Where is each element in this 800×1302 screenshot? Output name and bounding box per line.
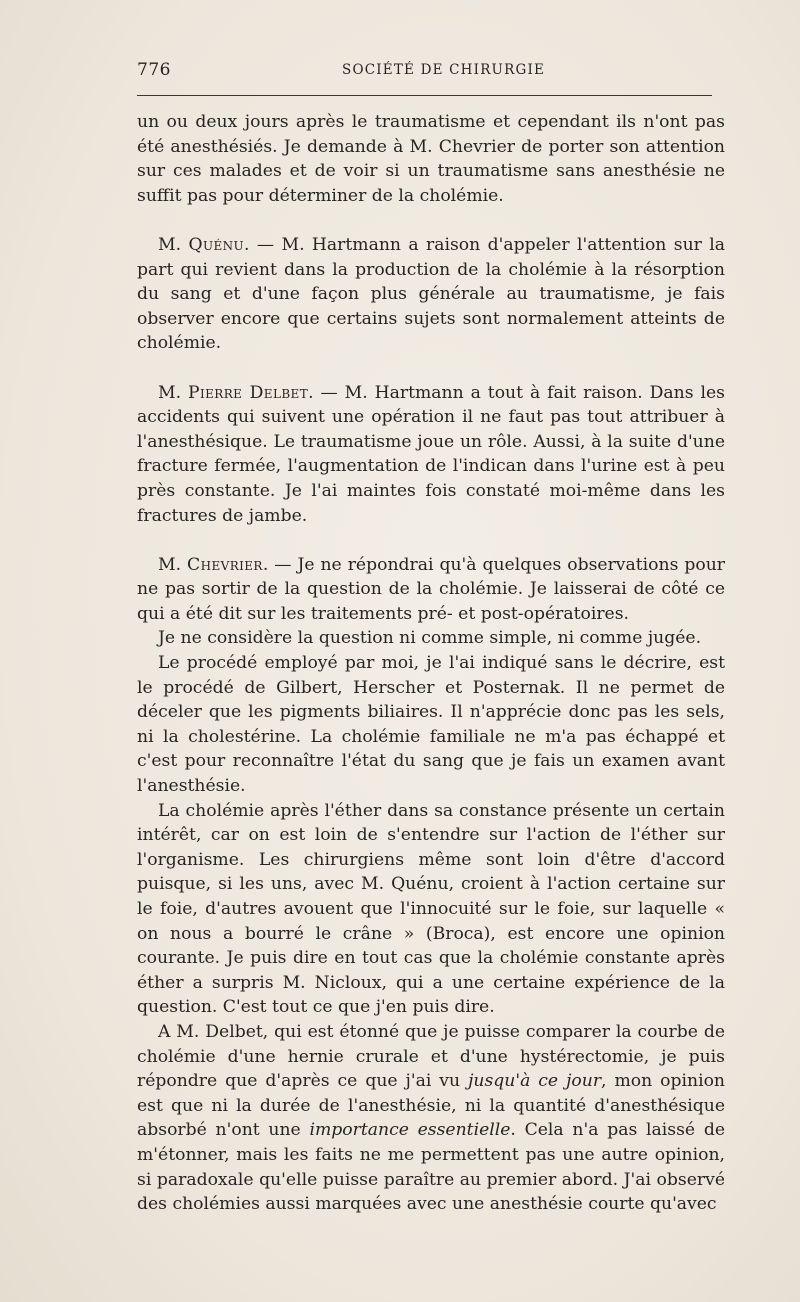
paragraph: La cholémie après l'éther dans sa constance présente un certain intérêt, car on est loin de s'entendre sur l'action de l'éther sur l'organisme. Les chirurgiens même sont loin d'être d'accord puisque, si les uns, avec M. Quénu, croient à l'action certaine sur le foie, d'autres avouent que l'innocuité sur le foie, sur laquelle « on nous a bourré le crâne » (Broca), est encore une opinion courante. Je puis dire en tout cas que la cholémie constante après éther a surpris M. Nicloux, qui a une certaine expérience de la question. C'est tout ce que j'en puis dire. xyxy=(137,800,725,1018)
running-title: SOCIÉTÉ DE CHIRURGIE xyxy=(342,62,546,78)
paragraph: Le procédé employé par moi, je l'ai indiqué sans le décrire, est le procédé de Gilbert, Herscher et Posternak. Il ne permet de déceler que les pigments biliaires. Il n'apprécie donc pas les sels, ni la cholestérine. La cholémie familiale ne m'a pas échappé et c'est pour reconnaître l'état du sang que je fais un examen avant l'anesthésie. xyxy=(137,653,725,797)
paragraph: A M. Delbet, qui est étonné que je puisse comparer la courbe de cholémie d'une hernie crurale et d'une hystérectomie, je puis répondre que d'après ce que j'ai vu jusqu'à ce jour, mon opinion est que ni la durée de l'anesthésie, ni la quantité d'anesthésique absorbé n'ont une importance essentielle. Cela n'a pas laissé de m'étonner, mais les faits ne me permettent pas une autre opinion, si paradoxale qu'elle puisse paraître au premier abord. J'ai observé des cholémies aussi marquées avec une anesthésie courte qu'avec xyxy=(137,1021,726,1215)
italic-phrase: importance essentielle xyxy=(309,1120,511,1141)
paragraph-chevrier: M. Chevrier. — Je ne répondrai qu'à quelques observations pour ne pas sortir de la question de la cholémie. Je laisserai de côté ce qui a été dit sur les traitements pré- et post-opératoires. xyxy=(137,554,725,624)
page-header xyxy=(137,60,712,84)
header-rule xyxy=(137,95,712,96)
body-text xyxy=(137,110,725,1217)
speaker-prefix: M. xyxy=(158,382,188,403)
speaker-name: Pierre Delbet xyxy=(188,382,309,403)
speaker-name: Chevrier xyxy=(187,554,263,575)
speaker-prefix: M. xyxy=(158,554,188,575)
italic-phrase: jusqu'à ce jour xyxy=(468,1071,602,1092)
paragraph-delbet: M. Pierre Delbet. — M. Hartmann a tout à fait raison. Dans les accidents qui suivent une opération il ne faut pas tout attribuer à l'anesthésique. Le traumatisme joue un rôle. Aussi, à la suite d'une fracture fermée, l'augmentation de l'indican dans l'urine est à peu près constante. Je l'ai maintes fois constaté moi-même dans les fractures de jambe. xyxy=(137,382,725,526)
speaker-name: Quénu xyxy=(188,234,245,255)
paragraph: Je ne considère la question ni comme simple, ni comme jugée. xyxy=(158,628,702,649)
page-number: 776 xyxy=(137,60,171,80)
paragraph-continuation: un ou deux jours après le traumatisme et cependant ils n'ont pas été anesthésiés. Je demande à M. Chevrier de porter son attention sur ces malades et de voir si un traumatisme sans anesthésie ne suffit pas pour déterminer de la cholémie. xyxy=(137,112,725,206)
speaker-prefix: M. xyxy=(158,234,189,255)
paragraph-quenu: M. Quénu. — M. Hartmann a raison d'appeler l'attention sur la part qui revient dans la production de la cholémie à la résorption du sang et d'une façon plus générale au traumatisme, je fais observer encore que certains sujets sont normalement atteints de cholémie. xyxy=(137,234,726,354)
